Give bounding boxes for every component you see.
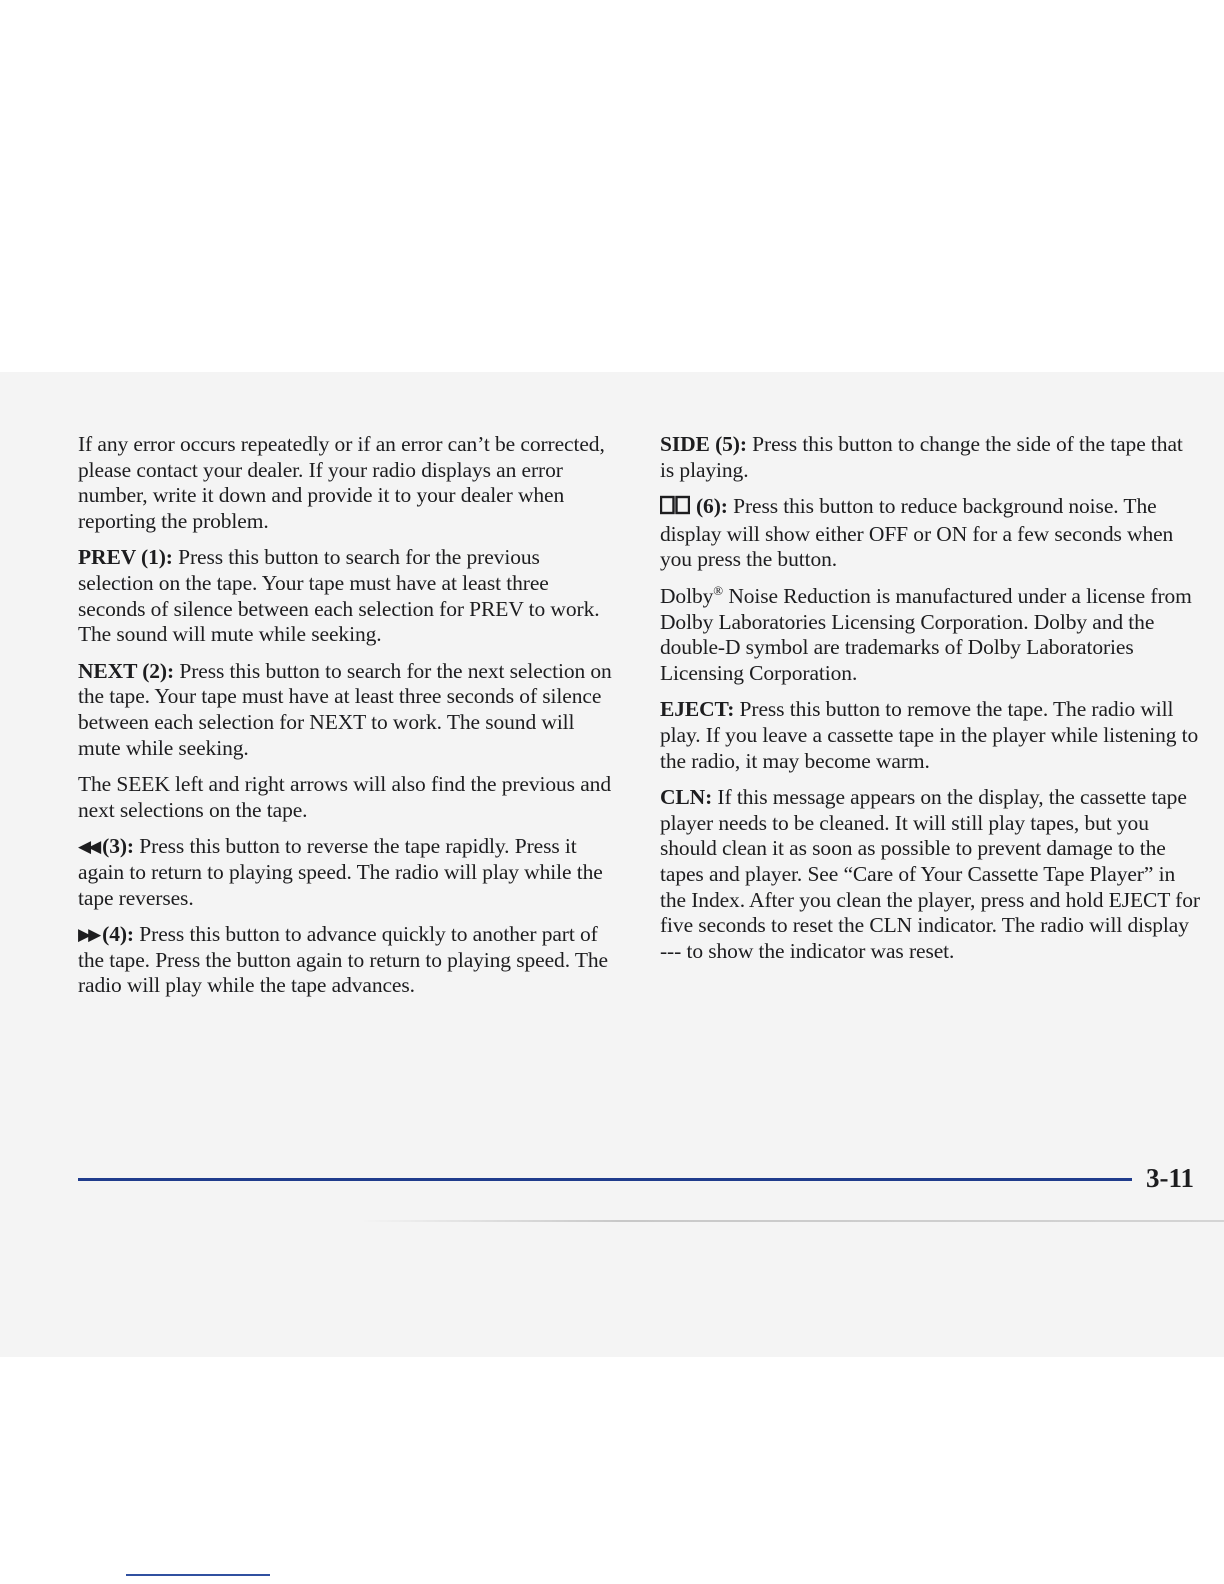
rewind-label: (3): [102, 834, 134, 859]
eject-text: Press this button to remove the tape. The radio will play. If you leave a cassette tape in the player while listening to the radio, it may become warm. [660, 697, 1199, 773]
rewind-text: Press this button to reverse the tape rapidly. Press it again to return to playing speed. The radio will play while the tape reverses. [78, 834, 603, 910]
error-text: If any error occurs repeatedly or if an error can’t be corrected, please contact your dealer. If your radio displays an error number, write it down and provide it to your dealer when reporting the problem. [78, 432, 605, 533]
seek-text: The SEEK left and right arrows will also find the previous and next selections on the tape. [78, 772, 611, 822]
bottom-underline [126, 1574, 270, 1576]
registered-mark: ® [713, 582, 724, 598]
fast-forward-text: Press this button to advance quickly to another part of the tape. Press the button again to return to playing speed. The radio will play while the tape advances. [78, 922, 608, 998]
dolby-label: (6): [696, 494, 728, 519]
next-label: NEXT (2): [78, 658, 175, 683]
left-column [78, 432, 618, 1010]
dolby-text: Press this button to reduce background noise. The display will show either OFF or ON for a few seconds when you press the button. [660, 494, 1174, 572]
right-column [660, 432, 1200, 975]
cln-text: If this message appears on the display, the cassette tape player needs to be cleaned. It will still play tapes, but you should clean it as soon as possible to prevent damage to the tapes and player. See “Care of Your Cassette Tape Player” in the Index. After you clean the player, press and hold EJECT for five seconds to reset the CLN indicator. The radio will display --- to show the indicator was reset. [660, 785, 1200, 963]
prev-text: Press this button to search for the previous selection on the tape. Your tape must have at least three seconds of silence between each selection for PREV to work. The sound will mute while seeking. [78, 545, 600, 647]
cln-label: CLN: [660, 785, 713, 810]
error-paragraph [78, 432, 618, 534]
fast-forward-label: (4): [102, 922, 134, 947]
seek-paragraph [78, 772, 618, 823]
eject-paragraph [660, 697, 1200, 774]
rewind-paragraph [78, 834, 618, 911]
prev-paragraph [78, 545, 618, 647]
page-number: 3-11 [1146, 1163, 1195, 1193]
eject-label: EJECT: [660, 697, 735, 722]
side-label: SIDE (5): [660, 432, 747, 456]
cln-paragraph [660, 785, 1200, 964]
footer-rule [78, 1178, 1132, 1181]
dolby-trademark-text: Noise Reduction is manufactured under a license from Dolby Laboratories Licensing Corporation. Dolby and the double-D symbol are trademarks of Dolby Laboratories Licensing Corporation. [660, 583, 1192, 685]
side-text: Press this button to change the side of the tape that is playing. [660, 432, 1183, 482]
prev-label: PREV (1): [78, 545, 173, 570]
fast-forward-paragraph [78, 922, 618, 999]
fast-forward-icon: ▶▶ [78, 925, 99, 945]
dolby-double-d-icon [660, 495, 690, 522]
dolby-word: Dolby [660, 583, 714, 608]
rewind-icon: ◀◀ [78, 837, 99, 857]
side-paragraph [660, 432, 1200, 483]
dolby-trademark-paragraph [660, 584, 1200, 686]
faint-divider [360, 1220, 1224, 1222]
next-paragraph [78, 659, 618, 761]
next-text: Press this button to search for the next selection on the tape. Your tape must have at least three seconds of silence between each selection for NEXT to work. The sound will mute while seeking. [78, 658, 612, 760]
dolby-button-paragraph [660, 494, 1200, 573]
